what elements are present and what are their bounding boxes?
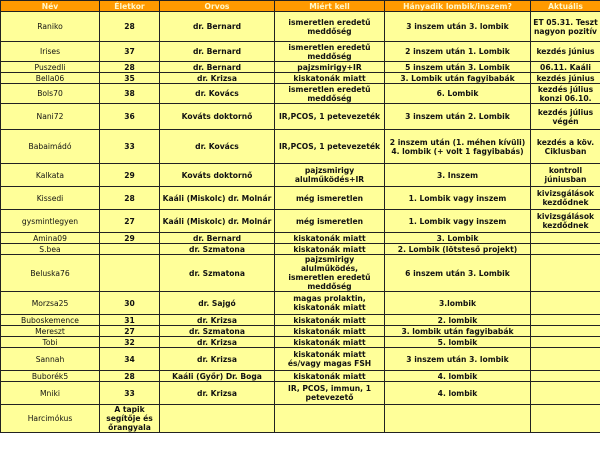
attempt-cell: 3. Inszem <box>385 164 531 187</box>
age-cell <box>100 244 160 255</box>
name-cell: Bella06 <box>1 73 100 84</box>
table-row <box>1 104 600 130</box>
attempt-cell: 4. lombik <box>385 371 531 382</box>
table-row <box>1 62 600 73</box>
name-cell: Bols70 <box>1 84 100 104</box>
age-cell: 38 <box>100 84 160 104</box>
reason-cell: kiskatonák miatt <box>275 315 385 326</box>
current-cell <box>531 292 600 315</box>
age-cell: 36 <box>100 104 160 130</box>
reason-cell: pajzsmirigy+IR <box>275 62 385 73</box>
reason-cell: kiskatonák miatt <box>275 326 385 337</box>
table-row <box>1 42 600 62</box>
age-cell: 27 <box>100 210 160 233</box>
attempt-cell: 3 inszem után 3. lombik <box>385 348 531 371</box>
doctor-cell: dr. Szmatona <box>160 244 275 255</box>
age-cell: 28 <box>100 187 160 210</box>
reason-cell: kiskatonák miatt <box>275 73 385 84</box>
header-miert-kell: Miért kell <box>275 1 385 12</box>
table-row <box>1 255 600 292</box>
doctor-cell: Kaáli (Miskolc) dr. Molnár <box>160 210 275 233</box>
name-cell: Mereszt <box>1 326 100 337</box>
current-cell <box>531 348 600 371</box>
doctor-cell: dr. Bernard <box>160 42 275 62</box>
reason-cell: még ismeretlen <box>275 210 385 233</box>
reason-cell: magas prolaktin, kiskatonák miatt <box>275 292 385 315</box>
doctor-cell: dr. Krizsa <box>160 382 275 405</box>
age-cell: 28 <box>100 371 160 382</box>
reason-cell: IR,PCOS, 1 petevezeték <box>275 130 385 164</box>
attempt-cell: 3.lombik <box>385 292 531 315</box>
doctor-cell: Kováts doktornő <box>160 164 275 187</box>
table-row <box>1 187 600 210</box>
attempt-cell: 5 inszem után 3. Lombik <box>385 62 531 73</box>
reason-cell: még ismeretlen <box>275 187 385 210</box>
name-cell: Beluska76 <box>1 255 100 292</box>
age-cell: 32 <box>100 337 160 348</box>
doctor-cell: dr. Krizsa <box>160 73 275 84</box>
table-row <box>1 405 600 433</box>
current-cell: 06.11. Kaáli <box>531 62 600 73</box>
table-row <box>1 73 600 84</box>
name-cell: Tobi <box>1 337 100 348</box>
reason-cell: kiskatonák miatt <box>275 337 385 348</box>
age-cell: 30 <box>100 292 160 315</box>
name-cell: Raniko <box>1 12 100 42</box>
age-cell: 35 <box>100 73 160 84</box>
attempt-cell: 2. Lombik (lötsteső projekt) <box>385 244 531 255</box>
header-eletkor: Életkor <box>100 1 160 12</box>
doctor-cell: dr. Bernard <box>160 12 275 42</box>
current-cell <box>531 315 600 326</box>
attempt-cell: 3. Lombik <box>385 233 531 244</box>
reason-cell: kiskatonák miatt <box>275 233 385 244</box>
table-row <box>1 84 600 104</box>
reason-cell: kiskatonák miatt és/vagy magas FSH <box>275 348 385 371</box>
doctor-cell: Kaáli (Miskolc) dr. Molnár <box>160 187 275 210</box>
reason-cell: IR, PCOS, immun, 1 petevezető <box>275 382 385 405</box>
doctor-cell: dr. Bernard <box>160 233 275 244</box>
age-cell: 31 <box>100 315 160 326</box>
header-hanyadik: Hányadik lombik/inszem? <box>385 1 531 12</box>
current-cell <box>531 255 600 292</box>
name-cell: Buboskemence <box>1 315 100 326</box>
age-cell: 29 <box>100 233 160 244</box>
doctor-cell: dr. Szmatona <box>160 326 275 337</box>
header-nev: Név <box>1 1 100 12</box>
age-cell: 29 <box>100 164 160 187</box>
attempt-cell: 3. Lombik után fagyibabák <box>385 73 531 84</box>
reason-cell: pajzsmirigy alulműködés+IR <box>275 164 385 187</box>
current-cell <box>531 326 600 337</box>
name-cell: Sannah <box>1 348 100 371</box>
table-row <box>1 348 600 371</box>
age-cell: 27 <box>100 326 160 337</box>
attempt-cell: 2 inszem után 1. Lombik <box>385 42 531 62</box>
table-row <box>1 210 600 233</box>
age-cell <box>100 255 160 292</box>
attempt-cell: 4. lombik <box>385 382 531 405</box>
attempt-cell: 3. lombik után fagyibabák <box>385 326 531 337</box>
name-cell: Kalkata <box>1 164 100 187</box>
table-row <box>1 164 600 187</box>
current-cell <box>531 233 600 244</box>
attempt-cell <box>385 405 531 433</box>
attempt-cell: 1. Lombik vagy inszem <box>385 210 531 233</box>
name-cell: S.bea <box>1 244 100 255</box>
name-cell: Amina09 <box>1 233 100 244</box>
name-cell: Buborék5 <box>1 371 100 382</box>
table-row <box>1 326 600 337</box>
table-row <box>1 12 600 42</box>
reason-cell <box>275 405 385 433</box>
doctor-cell: dr. Kovács <box>160 84 275 104</box>
age-cell: 28 <box>100 12 160 42</box>
doctor-cell: dr. Krizsa <box>160 337 275 348</box>
header-aktualis: Aktuális <box>531 1 600 12</box>
name-cell: gysmintlegyen <box>1 210 100 233</box>
attempt-cell: 5. lombik <box>385 337 531 348</box>
table-row <box>1 244 600 255</box>
name-cell: Babaimádó <box>1 130 100 164</box>
reason-cell: pajzsmirigy alulműködés, ismeretlen eredetű meddőség <box>275 255 385 292</box>
reason-cell: kiskatonák miatt <box>275 244 385 255</box>
current-cell: kezdés július konzi 06.10. <box>531 84 600 104</box>
name-cell: Harcimókus <box>1 405 100 433</box>
attempt-cell: 3 inszem után 2. Lombik <box>385 104 531 130</box>
current-cell <box>531 244 600 255</box>
current-cell: kezdés június <box>531 42 600 62</box>
current-cell: kezdés július végén <box>531 104 600 130</box>
age-cell: 28 <box>100 62 160 73</box>
table-row <box>1 292 600 315</box>
current-cell: kezdés június <box>531 73 600 84</box>
age-cell: 34 <box>100 348 160 371</box>
doctor-cell: dr. Krizsa <box>160 348 275 371</box>
header-orvos: Orvos <box>160 1 275 12</box>
current-cell: ET 05.31. Teszt nagyon pozitív <box>531 12 600 42</box>
age-cell: 33 <box>100 130 160 164</box>
doctor-cell: Kováts doktornő <box>160 104 275 130</box>
attempt-cell: 2. lombik <box>385 315 531 326</box>
current-cell <box>531 371 600 382</box>
current-cell <box>531 405 600 433</box>
current-cell: kivizsgálások kezdődnek <box>531 210 600 233</box>
doctor-cell: dr. Bernard <box>160 62 275 73</box>
table-row <box>1 233 600 244</box>
name-cell: Morzsa25 <box>1 292 100 315</box>
reason-cell: ismeretlen eredetű meddőség <box>275 42 385 62</box>
table-row <box>1 315 600 326</box>
current-cell: kontroll júniusban <box>531 164 600 187</box>
age-cell: 37 <box>100 42 160 62</box>
doctor-cell: dr. Sajgó <box>160 292 275 315</box>
attempt-cell: 6. Lombik <box>385 84 531 104</box>
name-cell: Kissedi <box>1 187 100 210</box>
name-cell: Nani72 <box>1 104 100 130</box>
reason-cell: kiskatonák miatt <box>275 371 385 382</box>
table-row <box>1 130 600 164</box>
reason-cell: IR,PCOS, 1 petevezeték <box>275 104 385 130</box>
doctor-cell: dr. Kovács <box>160 130 275 164</box>
doctor-cell: Kaáli (Győr) Dr. Boga <box>160 371 275 382</box>
current-cell <box>531 337 600 348</box>
doctor-cell <box>160 405 275 433</box>
age-cell: 33 <box>100 382 160 405</box>
current-cell: kivizsgálások kezdődnek <box>531 187 600 210</box>
table-row <box>1 371 600 382</box>
table-row <box>1 382 600 405</box>
doctor-cell: dr. Szmatona <box>160 255 275 292</box>
table-row <box>1 337 600 348</box>
attempt-cell: 1. Lombik vagy inszem <box>385 187 531 210</box>
attempt-cell: 6 inszem után 3. Lombik <box>385 255 531 292</box>
name-cell: Irises <box>1 42 100 62</box>
header-row <box>1 1 600 12</box>
doctor-cell: dr. Krizsa <box>160 315 275 326</box>
reason-cell: ismeretlen eredetű meddőség <box>275 12 385 42</box>
attempt-cell: 2 inszem után (1. méhen kívüli) 4. lombik (+ volt 1 fagyibabás) <box>385 130 531 164</box>
attempt-cell: 3 inszem után 3. lombik <box>385 12 531 42</box>
name-cell: Mniki <box>1 382 100 405</box>
name-cell: Puszedli <box>1 62 100 73</box>
age-cell: A tapik segítője és őrangyala <box>100 405 160 433</box>
current-cell <box>531 382 600 405</box>
current-cell: kezdés a köv. Ciklusban <box>531 130 600 164</box>
reason-cell: ismeretlen eredetű meddőség <box>275 84 385 104</box>
